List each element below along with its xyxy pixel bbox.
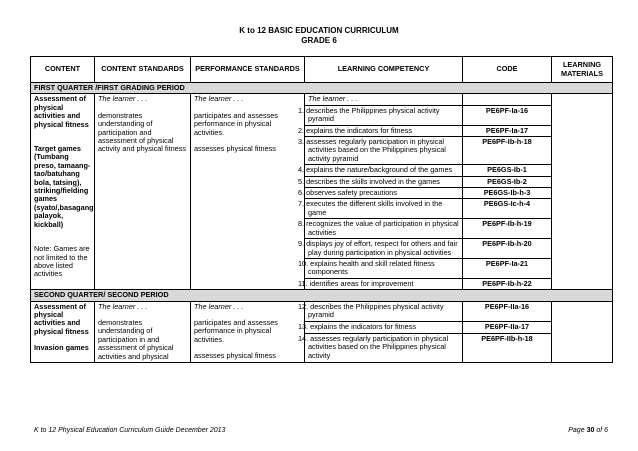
performance-intro: The learner . . .: [194, 94, 244, 104]
header-code: CODE: [463, 57, 552, 83]
content-note: Note: Games are not limited to the above listed activities: [34, 244, 90, 279]
code-cell: PE6PF-Ib-h-20: [463, 239, 552, 259]
competency-cell: 2. explains the indicators for fitness: [305, 125, 463, 136]
content-topic: Assessment of physical activities and physical fitness: [34, 94, 89, 129]
content-standards-cell: [95, 94, 191, 290]
competency-cell: 8. recognizes the value of participation in physical activities: [305, 219, 463, 239]
code-cell: PE6PF-IIa-16: [463, 301, 552, 321]
grade-title: GRADE 6: [301, 36, 337, 45]
quarter-row: [31, 290, 613, 301]
content-topic: Target games (Tumbang preso, tamaang-tao/batuhang bola, tatsing), striking/fielding games (syato/,basagang palayok, kickball): [34, 144, 94, 229]
performance-text: participates and assesses performance in physical activities.: [194, 317, 278, 344]
code-cell: PE6PF-Ib-h-19: [463, 219, 552, 239]
header-performance-standards: PERFORMANCE STANDARDS: [191, 57, 305, 83]
competency-cell: 10. explains health and skill related fitness components: [305, 258, 463, 278]
document-header: [0, 26, 638, 46]
content-topic: Assessment of physical activities and physical fitness: [34, 301, 89, 336]
performance-text: participates and assesses performance in physical activities.: [194, 110, 278, 137]
code-cell: PE6PF-Ia-21: [463, 258, 552, 278]
content-cell: [31, 301, 95, 362]
competency-cell: 5. describes the skills involved in the games: [305, 176, 463, 187]
table-row: [31, 94, 613, 105]
quarter-row: [31, 83, 613, 94]
code-cell: PE6PF-Ib-h-18: [463, 137, 552, 165]
code-cell: PE6PF-Ib-h-22: [463, 278, 552, 289]
code-cell: [463, 94, 552, 105]
standards-text: demonstrates understanding of participation and assessment of physical activity and physical fitness: [98, 110, 187, 154]
page-of: of 6: [596, 427, 608, 434]
code-cell: PE6PF-Ia-17: [463, 125, 552, 136]
performance-intro: The learner . . .: [194, 301, 244, 311]
quarter-label: FIRST QUARTER /FIRST GRADING PERIOD: [31, 83, 613, 94]
header-content-standards: CONTENT STANDARDS: [95, 57, 191, 83]
competency-intro: [305, 94, 463, 105]
standards-text: demonstrates understanding of participation in and assessment of physical activities and physical: [98, 317, 174, 361]
code-cell: PE6PF-Ia-16: [463, 105, 552, 125]
materials-cell: [552, 94, 613, 290]
code-cell: PE6PF-IIb-h-18: [463, 333, 552, 362]
header-learning-materials: LEARNING MATERIALS: [552, 57, 613, 83]
content-cell: [31, 94, 95, 290]
performance-standards-cell: [191, 301, 305, 362]
code-cell: PE6GS-Ib-h-3: [463, 188, 552, 199]
quarter-label: SECOND QUARTER/ SECOND PERIOD: [31, 290, 613, 301]
curriculum-title: K to 12 BASIC EDUCATION CURRICULUM: [239, 26, 399, 35]
competency-cell: 12. describes the Philippines physical activity pyramid: [305, 301, 463, 321]
code-cell: PE6GS-Ic-h-4: [463, 199, 552, 219]
page-number: 30: [586, 427, 595, 434]
competency-cell: 13. explains the indicators for fitness: [305, 322, 463, 334]
page-prefix: Page: [568, 427, 585, 434]
standards-intro: The learner . . .: [98, 301, 148, 311]
competency-cell: 7. executes the different skills involved in the game: [305, 199, 463, 219]
header-learning-competency: LEARNING COMPETENCY: [305, 57, 463, 83]
curriculum-table: [30, 56, 613, 363]
performance-standards-cell: [191, 94, 305, 290]
competency-cell: 9. displays joy of effort, respect for others and fair play during participation in physical activities: [305, 239, 463, 259]
footer-page: [568, 427, 608, 434]
competency-cell: 3. assesses regularly participation in physical activities based on the Philippines physical activity pyramid: [305, 137, 463, 165]
competency-cell: 1. describes the Philippines physical activity pyramid: [305, 105, 463, 125]
footer-guide: K to 12 Physical Education Curriculum Guide December 2013: [34, 427, 226, 434]
competency-intro-text: The learner . . .: [308, 94, 358, 104]
performance-text: assesses physical fitness: [194, 144, 276, 154]
code-cell: PE6PF-IIa-17: [463, 322, 552, 334]
table-header-row: [31, 57, 613, 83]
competency-cell: 11. identifies areas for improvement: [305, 278, 463, 289]
code-cell: PE6GS-Ib-2: [463, 176, 552, 187]
content-standards-cell: [95, 301, 191, 362]
standards-intro: The learner . . .: [98, 94, 148, 104]
header-content: CONTENT: [31, 57, 95, 83]
performance-text: assesses physical fitness: [194, 351, 276, 361]
table-row: [31, 301, 613, 321]
code-cell: PE6GS-Ib-1: [463, 165, 552, 176]
content-topic: Invasion games: [34, 343, 89, 353]
materials-cell: [552, 301, 613, 362]
competency-cell: 14. assesses regularly participation in physical activities based on the Philippines physical activity: [305, 333, 463, 362]
competency-cell: 6. observes safety precautions: [305, 188, 463, 199]
competency-cell: 4. explains the nature/background of the games: [305, 165, 463, 176]
